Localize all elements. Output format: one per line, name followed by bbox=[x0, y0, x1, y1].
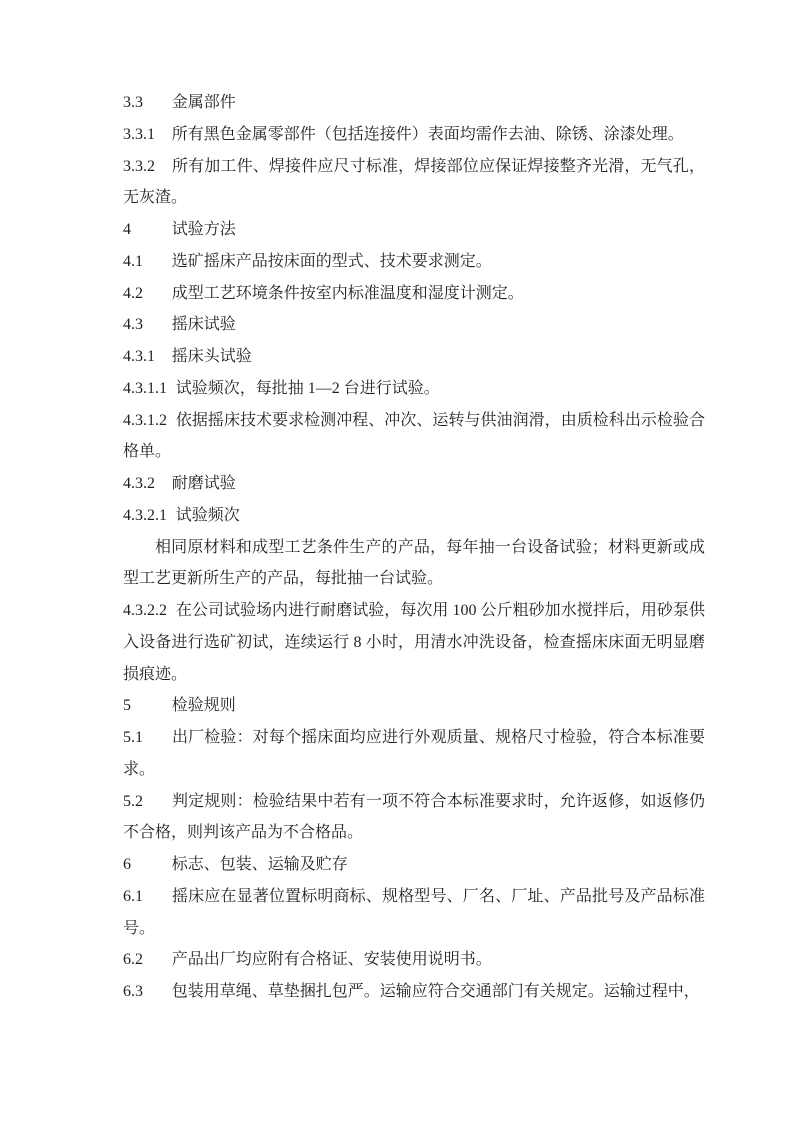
paragraph bbox=[123, 468, 705, 500]
clause-number: 4.2 bbox=[123, 284, 143, 302]
paragraph bbox=[123, 246, 705, 278]
clause-text: 标志、包装、运输及贮存 bbox=[171, 856, 348, 873]
clause-text: 出厂检验：对每个摇床面均应进行外观质量、规格尺寸检验，符合本标准要求。 bbox=[123, 729, 705, 778]
clause-number: 4.3.1.1 bbox=[123, 379, 167, 397]
paragraph bbox=[123, 405, 705, 469]
paragraph bbox=[123, 690, 705, 722]
paragraph bbox=[123, 341, 705, 373]
clause-text: 相同原材料和成型工艺条件生产的产品，每年抽一台设备试验；材料更新或成型工艺更新所生产的产品，每批抽一台试验。 bbox=[123, 538, 705, 588]
clause-number: 4.3 bbox=[123, 316, 143, 334]
clause-text: 在公司试验场内进行耐磨试验，每次用 100 公斤粗砂加水搅拌后，用砂泵供入设备进行选矿初试，连续运行 8 小时，用清水冲洗设备，检查摇床床面无明显磨损痕迹。 bbox=[123, 602, 705, 683]
clause-number: 6 bbox=[123, 856, 131, 873]
clause-number: 6.2 bbox=[123, 951, 143, 969]
paragraph bbox=[123, 976, 705, 1008]
paragraph bbox=[123, 151, 705, 215]
clause-text: 耐磨试验 bbox=[171, 475, 236, 492]
clause-text: 所有加工件、焊接件应尺寸标准，焊接部位应保证焊接整齐光滑，无气孔，无灰渣。 bbox=[123, 157, 705, 207]
paragraph bbox=[123, 500, 705, 532]
clause-text: 摇床试验 bbox=[171, 316, 236, 334]
clause-number: 4.3.1 bbox=[123, 348, 155, 365]
clause-number: 4.3.2 bbox=[123, 475, 155, 492]
paragraph bbox=[123, 786, 705, 850]
clause-number: 3.3 bbox=[123, 94, 143, 111]
paragraph bbox=[123, 849, 705, 881]
clause-text: 包装用草绳、草垫捆扎包严。运输应符合交通部门有关规定。运输过程中， bbox=[171, 983, 700, 1000]
paragraph bbox=[123, 214, 705, 246]
paragraph bbox=[123, 944, 705, 976]
clause-number: 4 bbox=[123, 221, 131, 238]
clause-number: 4.3.2.2 bbox=[123, 602, 167, 619]
clause-number: 3.3.1 bbox=[123, 125, 155, 143]
clause-number: 6.3 bbox=[123, 983, 143, 1000]
clause-text: 检验规则 bbox=[171, 697, 236, 715]
paragraph bbox=[123, 119, 705, 151]
clause-number: 6.1 bbox=[123, 887, 143, 905]
clause-number: 4.3.1.2 bbox=[123, 411, 167, 429]
clause-text: 试验方法 bbox=[171, 221, 236, 238]
clause-text: 所有黑色金属零部件（包括连接件）表面均需作去油、除锈、涂漆处理。 bbox=[171, 125, 684, 143]
document-body bbox=[123, 87, 705, 1008]
clause-number: 5 bbox=[123, 697, 131, 715]
paragraph bbox=[123, 309, 705, 341]
clause-number: 4.3.2.1 bbox=[123, 506, 167, 524]
clause-number: 4.1 bbox=[123, 252, 143, 270]
paragraph bbox=[123, 595, 705, 690]
paragraph bbox=[123, 881, 705, 945]
clause-number: 5.2 bbox=[123, 792, 143, 810]
clause-text: 依据摇床技术要求检测冲程、冲次、运转与供油润滑，由质检科出示检验合格单。 bbox=[123, 411, 705, 461]
paragraph bbox=[123, 373, 705, 405]
clause-text: 试验频次，每批抽 1—2 台进行试验。 bbox=[175, 379, 440, 397]
clause-text: 试验频次 bbox=[175, 506, 240, 524]
paragraph bbox=[123, 87, 705, 119]
clause-text: 摇床头试验 bbox=[171, 348, 252, 365]
clause-text: 产品出厂均应附有合格证、安装使用说明书。 bbox=[171, 951, 492, 969]
paragraph bbox=[123, 532, 705, 596]
paragraph bbox=[123, 278, 705, 310]
clause-text: 金属部件 bbox=[171, 94, 236, 111]
clause-text: 选矿摇床产品按床面的型式、技术要求测定。 bbox=[171, 252, 492, 270]
clause-text: 成型工艺环境条件按室内标准温度和湿度计测定。 bbox=[171, 284, 524, 302]
clause-text: 摇床应在显著位置标明商标、规格型号、厂名、厂址、产品批号及产品标准号。 bbox=[123, 887, 705, 937]
clause-number: 5.1 bbox=[123, 729, 143, 746]
paragraph bbox=[123, 722, 705, 786]
clause-text: 判定规则：检验结果中若有一项不符合本标准要求时，允许返修，如返修仍不合格，则判该产品为不合格品。 bbox=[123, 792, 705, 842]
clause-number: 3.3.2 bbox=[123, 157, 155, 175]
